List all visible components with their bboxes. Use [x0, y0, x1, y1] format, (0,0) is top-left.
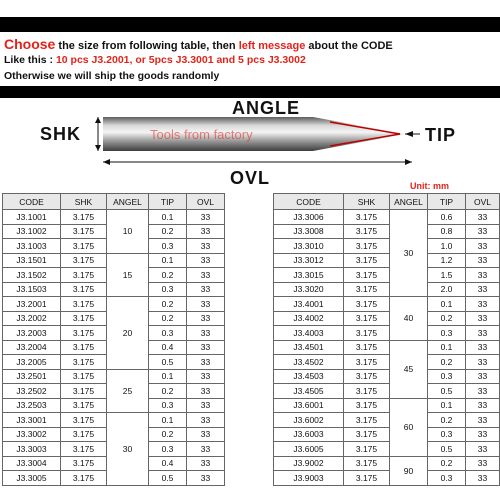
cell-code: J3.2501 — [3, 369, 61, 384]
cell-angel: 30 — [390, 210, 428, 297]
cell-angel: 60 — [390, 398, 428, 456]
ovl-arrow-left-icon — [103, 159, 110, 165]
cell-shk: 3.175 — [344, 340, 390, 355]
bottom-black-bar — [0, 86, 500, 98]
cell-tip: 0.1 — [428, 297, 466, 312]
cell-code: J3.3010 — [274, 239, 344, 254]
cell-ovl: 33 — [187, 369, 225, 384]
table-row — [274, 456, 500, 471]
cell-ovl: 33 — [187, 398, 225, 413]
col-header-ovl: OVL — [466, 194, 500, 210]
cell-code: J3.2003 — [3, 326, 61, 341]
cell-angel: 15 — [107, 253, 149, 297]
cell-shk: 3.175 — [61, 311, 107, 326]
cell-tip: 0.5 — [149, 355, 187, 370]
cell-ovl: 33 — [466, 442, 500, 457]
cell-tip: 2.0 — [428, 282, 466, 297]
top-black-bar — [0, 17, 500, 32]
table-row — [274, 427, 500, 442]
cell-ovl: 33 — [466, 210, 500, 225]
table-row — [274, 282, 500, 297]
cell-tip: 1.5 — [428, 268, 466, 283]
cell-tip: 0.5 — [428, 384, 466, 399]
table-row — [274, 340, 500, 355]
cell-tip: 0.8 — [428, 224, 466, 239]
cell-shk: 3.175 — [344, 413, 390, 428]
table-row — [274, 210, 500, 225]
cell-shk: 3.175 — [61, 384, 107, 399]
cell-shk: 3.175 — [61, 239, 107, 254]
like-prefix: Like this : — [4, 54, 56, 66]
cell-shk: 3.175 — [344, 398, 390, 413]
cell-tip: 0.4 — [149, 456, 187, 471]
cell-code: J3.4502 — [274, 355, 344, 370]
shk-arrow-up-icon — [95, 117, 101, 123]
like-example: 10 pcs J3.2001, or 5pcs J3.3001 and 5 pcs J3.3002 — [55, 54, 306, 66]
tip-arrow-icon — [405, 131, 413, 137]
cell-code: J3.9003 — [274, 471, 344, 486]
cell-code: J3.3004 — [3, 456, 61, 471]
cell-code: J3.1503 — [3, 282, 61, 297]
cell-code: J3.2502 — [3, 384, 61, 399]
cell-ovl: 33 — [187, 297, 225, 312]
cell-tip: 0.5 — [149, 471, 187, 486]
cell-tip: 0.1 — [149, 369, 187, 384]
cell-ovl: 33 — [466, 311, 500, 326]
cell-shk: 3.175 — [344, 355, 390, 370]
table-header-row — [3, 194, 225, 210]
cell-shk: 3.175 — [344, 268, 390, 283]
cell-ovl: 33 — [466, 326, 500, 341]
table-row — [274, 311, 500, 326]
left-message-text: left message — [238, 40, 306, 52]
cell-ovl: 33 — [466, 398, 500, 413]
table-row — [274, 268, 500, 283]
cell-shk: 3.175 — [61, 210, 107, 225]
cell-code: J3.4503 — [274, 369, 344, 384]
cell-tip: 1.0 — [428, 239, 466, 254]
cell-tip: 0.3 — [428, 369, 466, 384]
cell-ovl: 33 — [187, 239, 225, 254]
cell-code: J3.3006 — [274, 210, 344, 225]
cell-code: J3.3008 — [274, 224, 344, 239]
table-header-row — [274, 194, 500, 210]
cell-ovl: 33 — [466, 224, 500, 239]
cell-shk: 3.175 — [344, 253, 390, 268]
cell-tip: 0.3 — [428, 471, 466, 486]
cell-angel: 10 — [107, 210, 149, 254]
cell-code: J3.6001 — [274, 398, 344, 413]
cell-ovl: 33 — [187, 427, 225, 442]
cell-tip: 0.6 — [428, 210, 466, 225]
table-row — [3, 369, 225, 384]
cell-ovl: 33 — [466, 253, 500, 268]
table-row — [3, 210, 225, 225]
cell-ovl: 33 — [466, 239, 500, 254]
cell-shk: 3.175 — [344, 224, 390, 239]
table-row — [274, 239, 500, 254]
cell-tip: 0.4 — [149, 340, 187, 355]
col-header-code: CODE — [3, 194, 61, 210]
cell-code: J3.6002 — [274, 413, 344, 428]
angle-label: ANGLE — [232, 98, 300, 118]
cell-code: J3.1002 — [3, 224, 61, 239]
cell-shk: 3.175 — [344, 471, 390, 486]
table-row — [274, 355, 500, 370]
cell-tip: 0.1 — [149, 210, 187, 225]
cell-shk: 3.175 — [61, 456, 107, 471]
cell-tip: 0.3 — [428, 427, 466, 442]
cell-code: J3.3012 — [274, 253, 344, 268]
cell-ovl: 33 — [466, 355, 500, 370]
ovl-arrow-right-icon — [405, 159, 412, 165]
cell-ovl: 33 — [466, 282, 500, 297]
cell-code: J3.3005 — [3, 471, 61, 486]
cell-ovl: 33 — [187, 311, 225, 326]
cell-ovl: 33 — [187, 471, 225, 486]
cell-shk: 3.175 — [61, 398, 107, 413]
cell-tip: 0.2 — [149, 268, 187, 283]
table-row — [3, 297, 225, 312]
cell-tip: 0.5 — [428, 442, 466, 457]
tool-diagram — [0, 98, 500, 190]
cell-shk: 3.175 — [344, 282, 390, 297]
cell-shk: 3.175 — [61, 369, 107, 384]
cell-tip: 0.3 — [149, 326, 187, 341]
cell-shk: 3.175 — [344, 239, 390, 254]
cell-ovl: 33 — [466, 384, 500, 399]
ovl-label: OVL — [230, 168, 271, 188]
cell-shk: 3.175 — [61, 471, 107, 486]
col-header-shk: SHK — [61, 194, 107, 210]
cell-shk: 3.175 — [344, 427, 390, 442]
cell-shk: 3.175 — [61, 442, 107, 457]
cell-ovl: 33 — [187, 384, 225, 399]
cell-ovl: 33 — [466, 456, 500, 471]
table-row — [274, 253, 500, 268]
table-row — [274, 442, 500, 457]
cell-shk: 3.175 — [61, 253, 107, 268]
cell-code: J3.4001 — [274, 297, 344, 312]
col-header-tip: TIP — [149, 194, 187, 210]
watermark-text: Tools from factory — [150, 127, 253, 142]
cell-code: J3.2005 — [3, 355, 61, 370]
cell-ovl: 33 — [187, 413, 225, 428]
instruction-line-3: Otherwise we will ship the goods randomly — [4, 70, 220, 82]
table-row — [274, 471, 500, 486]
cell-shk: 3.175 — [344, 456, 390, 471]
cell-ovl: 33 — [466, 297, 500, 312]
cell-code: J3.4505 — [274, 384, 344, 399]
cell-angel: 20 — [107, 297, 149, 370]
table-row — [274, 398, 500, 413]
cell-tip: 0.2 — [149, 297, 187, 312]
cell-ovl: 33 — [187, 253, 225, 268]
cell-tip: 0.3 — [149, 442, 187, 457]
table-row — [274, 224, 500, 239]
cell-tip: 0.2 — [428, 311, 466, 326]
cell-shk: 3.175 — [61, 340, 107, 355]
cell-tip: 0.2 — [149, 384, 187, 399]
cell-ovl: 33 — [187, 268, 225, 283]
table-row — [274, 369, 500, 384]
table-row — [3, 253, 225, 268]
cell-ovl: 33 — [187, 340, 225, 355]
cell-tip: 0.2 — [149, 427, 187, 442]
col-header-shk: SHK — [344, 194, 390, 210]
cell-shk: 3.175 — [344, 326, 390, 341]
cell-ovl: 33 — [466, 427, 500, 442]
cell-ovl: 33 — [466, 413, 500, 428]
cell-ovl: 33 — [466, 268, 500, 283]
cell-shk: 3.175 — [344, 311, 390, 326]
instruction-text-2: about the CODE — [305, 40, 393, 52]
choose-word: Choose — [4, 36, 56, 52]
cell-tip: 0.2 — [149, 311, 187, 326]
tip-label: TIP — [425, 125, 457, 145]
cell-shk: 3.175 — [344, 384, 390, 399]
cell-angel: 90 — [390, 456, 428, 485]
cell-ovl: 33 — [466, 369, 500, 384]
cell-ovl: 33 — [187, 456, 225, 471]
cell-ovl: 33 — [187, 210, 225, 225]
cell-tip: 0.3 — [149, 282, 187, 297]
cell-code: J3.9002 — [274, 456, 344, 471]
cell-shk: 3.175 — [344, 297, 390, 312]
cell-ovl: 33 — [466, 471, 500, 486]
instruction-line-1 — [4, 36, 393, 52]
cell-code: J3.3002 — [3, 427, 61, 442]
cell-code: J3.4002 — [274, 311, 344, 326]
col-header-code: CODE — [274, 194, 344, 210]
cell-tip: 0.2 — [428, 456, 466, 471]
cell-shk: 3.175 — [61, 427, 107, 442]
cell-code: J3.2001 — [3, 297, 61, 312]
cell-tip: 0.3 — [149, 239, 187, 254]
cell-code: J3.6003 — [274, 427, 344, 442]
cell-tip: 0.1 — [428, 398, 466, 413]
cell-ovl: 33 — [187, 282, 225, 297]
cell-tip: 0.3 — [149, 398, 187, 413]
cell-angel: 40 — [390, 297, 428, 341]
cell-code: J3.6005 — [274, 442, 344, 457]
cell-code: J3.1502 — [3, 268, 61, 283]
cell-code: J3.2004 — [3, 340, 61, 355]
cell-tip: 0.1 — [149, 413, 187, 428]
cell-tip: 0.3 — [428, 326, 466, 341]
tool-tip-cone — [313, 117, 405, 151]
size-table-right — [273, 193, 500, 486]
cell-shk: 3.175 — [61, 224, 107, 239]
table-row — [274, 297, 500, 312]
col-header-angel: ANGEL — [390, 194, 428, 210]
shk-label: SHK — [40, 124, 82, 144]
col-header-tip: TIP — [428, 194, 466, 210]
cell-ovl: 33 — [187, 224, 225, 239]
cell-ovl: 33 — [187, 326, 225, 341]
cell-shk: 3.175 — [344, 210, 390, 225]
cell-code: J3.1003 — [3, 239, 61, 254]
cell-code: J3.3001 — [3, 413, 61, 428]
cell-code: J3.4501 — [274, 340, 344, 355]
cell-code: J3.2002 — [3, 311, 61, 326]
cell-shk: 3.175 — [344, 369, 390, 384]
cell-shk: 3.175 — [61, 282, 107, 297]
cell-code: J3.1501 — [3, 253, 61, 268]
col-header-angel: ANGEL — [107, 194, 149, 210]
cell-code: J3.3003 — [3, 442, 61, 457]
cell-tip: 0.2 — [149, 224, 187, 239]
cell-shk: 3.175 — [61, 413, 107, 428]
cell-tip: 0.2 — [428, 413, 466, 428]
cell-code: J3.2503 — [3, 398, 61, 413]
size-table-left — [2, 193, 225, 486]
cell-angel: 25 — [107, 369, 149, 413]
cell-shk: 3.175 — [61, 268, 107, 283]
table-row — [3, 413, 225, 428]
cell-code: J3.3015 — [274, 268, 344, 283]
cell-ovl: 33 — [187, 355, 225, 370]
cell-ovl: 33 — [466, 340, 500, 355]
instruction-text-1: the size from following table, then — [55, 40, 239, 52]
col-header-ovl: OVL — [187, 194, 225, 210]
cell-angel: 45 — [390, 340, 428, 398]
cell-tip: 0.2 — [428, 355, 466, 370]
cell-shk: 3.175 — [61, 326, 107, 341]
table-row — [274, 384, 500, 399]
cell-tip: 1.2 — [428, 253, 466, 268]
cell-code: J3.1001 — [3, 210, 61, 225]
table-row — [274, 326, 500, 341]
unit-label: Unit: mm — [410, 181, 449, 191]
cell-shk: 3.175 — [61, 297, 107, 312]
cell-tip: 0.1 — [149, 253, 187, 268]
cell-shk: 3.175 — [344, 442, 390, 457]
cell-angel: 30 — [107, 413, 149, 486]
table-row — [274, 413, 500, 428]
instruction-line-2 — [4, 54, 306, 66]
shk-arrow-down-icon — [95, 145, 101, 151]
cell-shk: 3.175 — [61, 355, 107, 370]
cell-code: J3.4003 — [274, 326, 344, 341]
cell-code: J3.3020 — [274, 282, 344, 297]
cell-ovl: 33 — [187, 442, 225, 457]
cell-tip: 0.1 — [428, 340, 466, 355]
